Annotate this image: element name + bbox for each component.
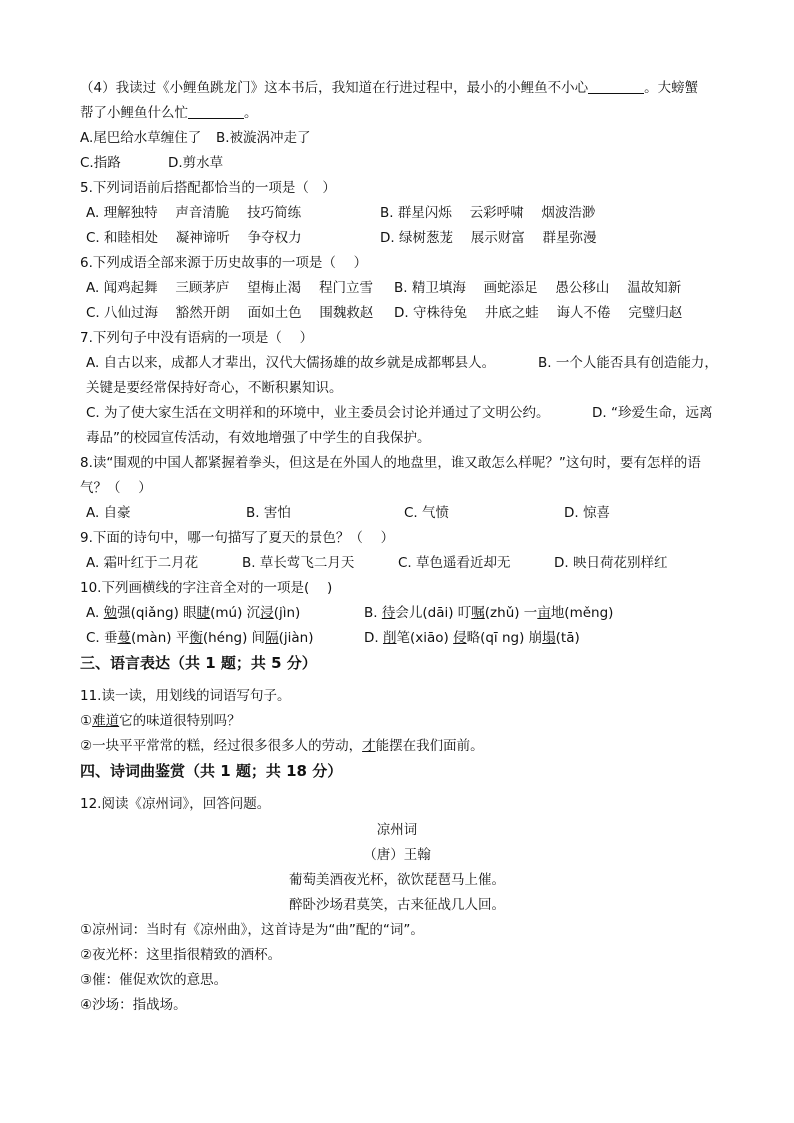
q5-option-b[interactable]: B. 群星闪烁 云彩呼啸 烟波浩渺 xyxy=(380,205,596,221)
q11-sentence-1: ①难道它的味道很特别吗？ xyxy=(80,713,241,729)
q4-text-b: 。大螃蟹 xyxy=(644,80,699,96)
q12-stem: 12.阅读《凉州词》，回答问题。 xyxy=(80,796,271,812)
q4-line-2 xyxy=(80,103,258,123)
q9-option-c[interactable]: C. 草色遥看近却无 xyxy=(398,555,511,571)
q5-stem: 5.下列词语前后搭配都恰当的一项是（ ） xyxy=(80,180,336,196)
q4-blank-2[interactable] xyxy=(188,104,244,119)
q8-option-c[interactable]: C. 气愤 xyxy=(404,505,450,521)
section-3-heading: 三、语言表达（共 1 题；共 5 分） xyxy=(80,654,317,672)
q7-option-d-cont: 毒品”的校园宣传活动，有效地增强了中学生的自我保护。 xyxy=(86,430,431,446)
q6-option-c[interactable]: C. 八仙过海 豁然开朗 面如土色 围魏救赵 xyxy=(86,305,374,321)
poem-line-1: 葡萄美酒夜光杯，欲饮琵琶马上催。 xyxy=(289,872,505,888)
section-4-heading: 四、诗词曲鉴赏（共 1 题；共 18 分） xyxy=(80,762,343,780)
q8-stem: 8.读“围观的中国人都紧握着拳头，但这是在外国人的地盘里，谁又敢怎么样呢？”这句时，要有怎样的语 xyxy=(80,455,701,471)
q7-stem: 7.下列句子中没有语病的一项是（ ） xyxy=(80,330,314,346)
q8-stem-cont: 气？（ ） xyxy=(80,480,152,496)
q5-option-d[interactable]: D. 绿树葱茏 展示财富 群星弥漫 xyxy=(380,230,597,246)
q4-text-c: 帮了小鲤鱼什么忙 xyxy=(80,105,188,121)
q4-text-d: 。 xyxy=(244,105,258,121)
q10-option-c[interactable]: C. 垂蔓(màn) 平衡(héng) 间隔(jiàn) xyxy=(86,630,314,646)
q4-text-a: （4）我读过《小鲤鱼跳龙门》这本书后，我知道在行进过程中，最小的小鲤鱼不小心 xyxy=(80,80,589,96)
q10-option-a[interactable]: A. 勉强(qiǎng) 眼睫(mú) 沉浸(jìn) xyxy=(86,605,301,621)
poem-title: 凉州词 xyxy=(376,822,418,838)
q5-option-a[interactable]: A. 理解独特 声音清脆 技巧简练 xyxy=(86,205,302,221)
q9-option-d[interactable]: D. 映日荷花别样红 xyxy=(554,555,668,571)
q4-option-b[interactable]: B.被漩涡冲走了 xyxy=(216,130,311,146)
q7-option-c[interactable]: C. 为了使大家生活在文明祥和的环境中，业主委员会讨论并通过了文明公约。 xyxy=(86,405,550,421)
q4-blank-1[interactable] xyxy=(588,79,644,94)
q7-option-b-cont: 关键是要经常保持好奇心，不断积累知识。 xyxy=(86,380,343,396)
q8-option-b[interactable]: B. 害怕 xyxy=(246,505,291,521)
q7-option-a[interactable]: A. 自古以来，成都人才辈出，汉代大儒扬雄的故乡就是成都郫县人。 xyxy=(86,355,496,371)
q6-stem: 6.下列成语全部来源于历史故事的一项是（ ） xyxy=(80,255,368,271)
q4-line-1 xyxy=(80,78,698,98)
q8-option-d[interactable]: D. 惊喜 xyxy=(564,505,610,521)
q4-option-d[interactable]: D.剪水草 xyxy=(168,155,224,171)
q10-option-d[interactable]: D. 削笔(xiāo) 侵略(qī ng) 崩塌(tā) xyxy=(364,630,580,646)
q10-option-b[interactable]: B. 待会儿(dāi) 叮嘱(zhǔ) 一亩地(měng) xyxy=(364,605,614,621)
q10-stem: 10.下列画横线的字注音全对的一项是( ) xyxy=(80,580,333,596)
poem-note-4: ④沙场：指战场。 xyxy=(80,997,187,1013)
poem-note-2: ②夜光杯：这里指很精致的酒杯。 xyxy=(80,947,282,963)
poem-line-2: 醉卧沙场君莫笑，古来征战几人回。 xyxy=(289,897,505,913)
q4-option-a[interactable]: A.尾巴给水草缠住了 xyxy=(80,130,202,146)
q9-option-b[interactable]: B. 草长莺飞二月天 xyxy=(242,555,355,571)
q6-option-b[interactable]: B. 精卫填海 画蛇添足 愚公移山 温故知新 xyxy=(394,280,682,296)
q6-option-d[interactable]: D. 守株待兔 井底之蛙 诲人不倦 完璧归赵 xyxy=(394,305,683,321)
q9-stem: 9.下面的诗句中，哪一句描写了夏天的景色？（ ） xyxy=(80,530,395,546)
q7-option-d[interactable]: D. “珍爱生命，远离 xyxy=(592,405,713,421)
poem-note-3: ③催：催促欢饮的意思。 xyxy=(80,972,228,988)
poem-author: （唐）王翰 xyxy=(363,847,431,863)
q11-stem: 11.读一读，用划线的词语写句子。 xyxy=(80,688,291,704)
q4-option-c[interactable]: C.指路 xyxy=(80,155,121,171)
q5-option-c[interactable]: C. 和睦相处 凝神谛听 争夺权力 xyxy=(86,230,302,246)
q6-option-a[interactable]: A. 闻鸡起舞 三顾茅庐 望梅止渴 程门立雪 xyxy=(86,280,373,296)
q9-option-a[interactable]: A. 霜叶红于二月花 xyxy=(86,555,199,571)
q8-option-a[interactable]: A. 自豪 xyxy=(86,505,131,521)
poem-note-1: ①凉州词：当时有《凉州曲》，这首诗是为“曲”配的“词”。 xyxy=(80,922,424,938)
q7-option-b[interactable]: B. 一个人能否具有创造能力， xyxy=(538,355,718,371)
q11-sentence-2: ②一块平平常常的糕，经过很多很多人的劳动，才能摆在我们面前。 xyxy=(80,738,484,754)
